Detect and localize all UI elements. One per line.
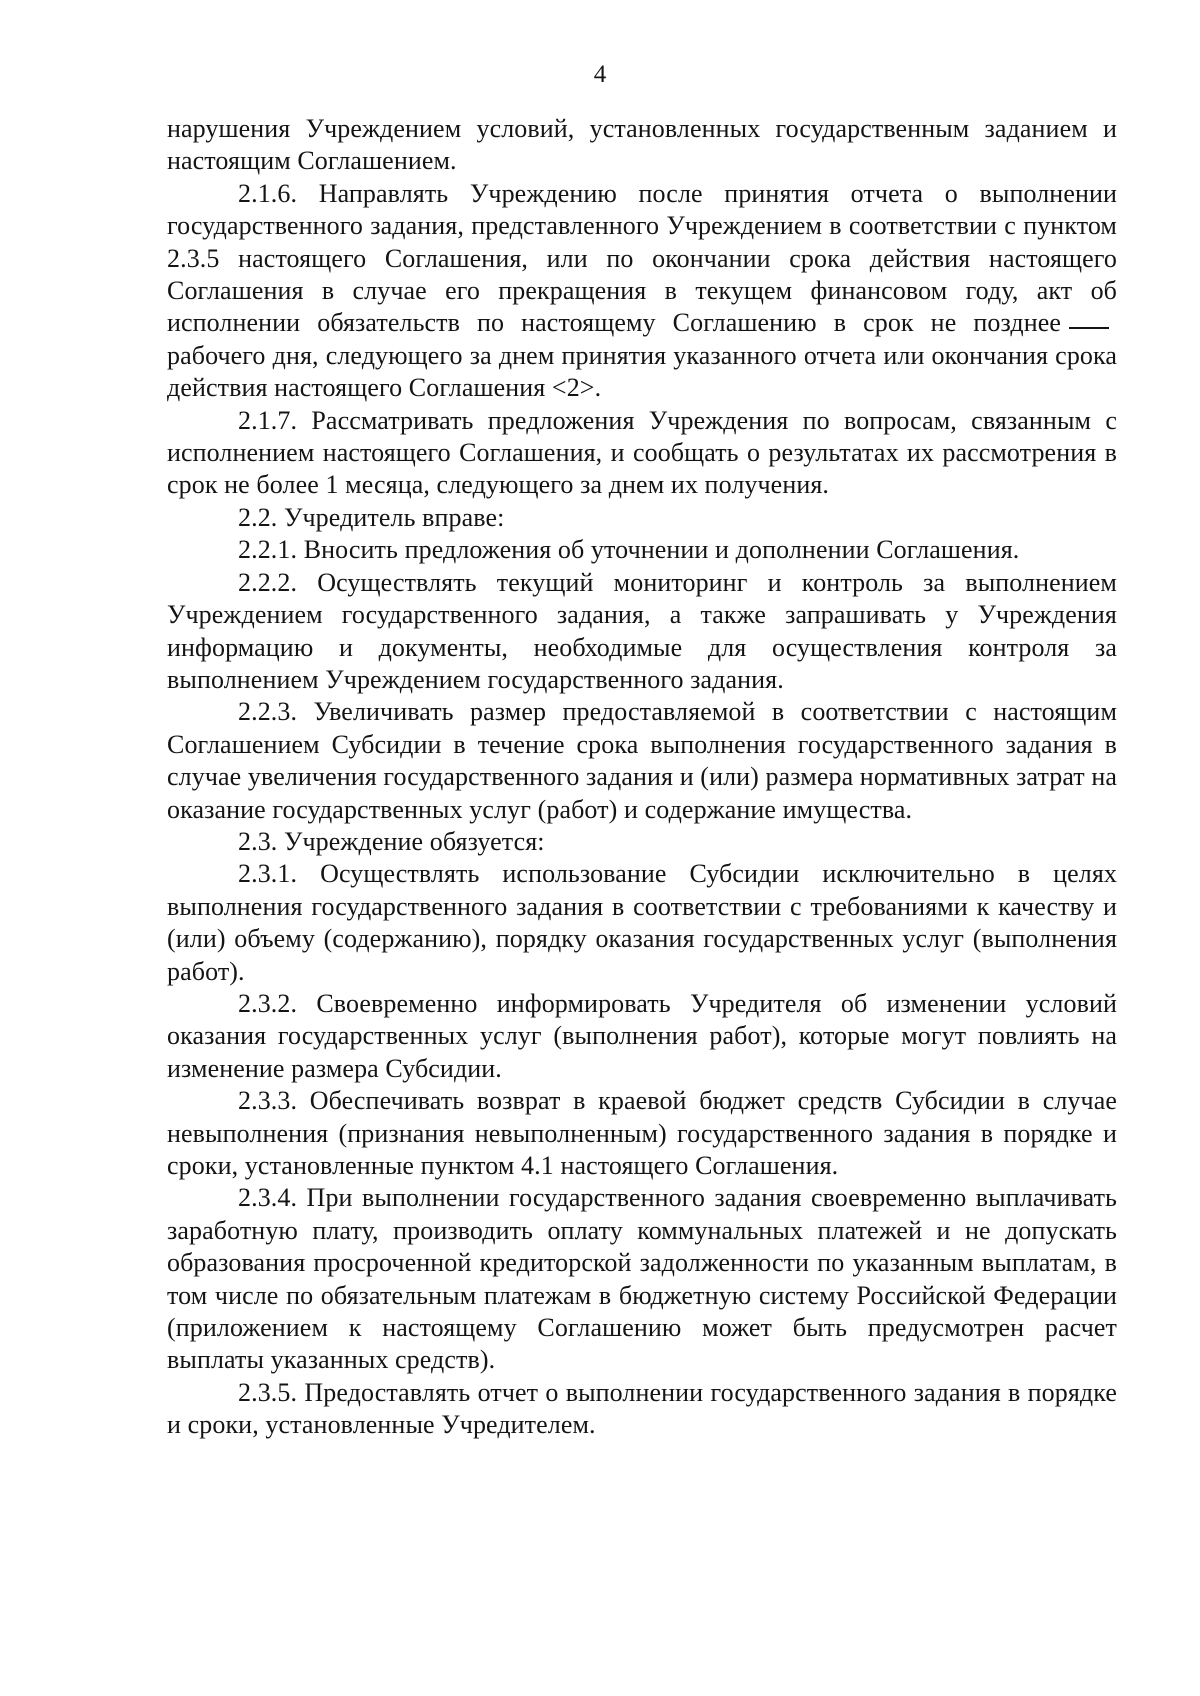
paragraph-2-3-5: 2.3.5. Предоставлять отчет о выполнении государственного задания в порядке и сроки, установленные Учредителем. — [167, 1377, 1117, 1440]
paragraph-2-3: 2.3. Учреждение обязуется: — [238, 826, 545, 856]
page-number: 4 — [593, 61, 607, 88]
paragraph-2-3-1: 2.3.1. Осуществлять использование Субсидии исключительно в целях выполнения государственного задания в соответствии с требованиями к качеству и (или) объему (содержанию), порядку оказания государственных услуг (выполнения работ). — [167, 859, 1117, 986]
paragraph-2-2: 2.2. Учредитель вправе: — [238, 502, 505, 532]
paragraph-2-1-6-text: 2.1.6. Направлять Учреждению после принятия отчета о выполнении государственного задания, представленного Учреждением в соответствии с пунктом 2.3.5 настоящего Соглашения, или по окончании срока действия настоящего Соглашения в случае его прекращения в текущем финансовом году, акт об исполнении обязательств по настоящему Соглашению в срок не позднее — [167, 178, 1117, 338]
paragraph-continuation: нарушения Учреждением условий, установленных государственным заданием и настоящим Соглашением. — [167, 114, 1117, 176]
paragraph-2-1-6 — [167, 178, 1117, 405]
paragraph-2-2-3: 2.2.3. Увеличивать размер предоставляемой в соответствии с настоящим Соглашением Субсидии в течение срока выполнения государственного задания в случае увеличения государственного задания и (или) размера нормативных затрат на оказание государственных услуг (работ) и содержание имущества. — [167, 697, 1118, 824]
paragraph-2-2-2: 2.2.2. Осуществлять текущий мониторинг и контроль за выполнением Учреждением государственного задания, а также запрашивать у Учреждения информацию и документы, необходимые для осуществления контроля за выполнением Учреждением государственного задания. — [167, 567, 1117, 694]
paragraph-2-3-4: 2.3.4. При выполнении государственного задания своевременно выплачивать заработную плату, производить оплату коммунальных платежей и не допускать образования просроченной кредиторской задолженности по указанным выплатам, в том числе по обязательным платежам в бюджетную систему Российской Федерации (приложением к настоящему Соглашению может быть предусмотрен расчет выплаты указанных средств). — [167, 1183, 1117, 1375]
document-body — [167, 113, 1117, 1442]
paragraph-2-2-1: 2.2.1. Вносить предложения об уточнении и дополнении Соглашения. — [238, 535, 1020, 565]
paragraph-2-3-2: 2.3.2. Своевременно информировать Учредителя об изменении условий оказания государственных услуг (выполнения работ), которые могут повлиять на изменение размера Субсидии. — [167, 988, 1117, 1083]
paragraph-2-3-3: 2.3.3. Обеспечивать возврат в краевой бюджет средств Субсидии в случае невыполнения (признания невыполненным) государственного задания в порядке и сроки, установленные пунктом 4.1 настоящего Соглашения. — [167, 1086, 1117, 1180]
blank-fill-line — [1069, 327, 1109, 329]
paragraph-2-1-7: 2.1.7. Рассматривать предложения Учреждения по вопросам, связанным с исполнением настоящего Соглашения, и сообщать о результатах их рассмотрения в срок не более 1 месяца, следующего за днем их получения. — [167, 405, 1117, 500]
paragraph-2-1-6-text-after: рабочего дня, следующего за днем принятия указанного отчета или окончания срока действия настоящего Соглашения <2>. — [167, 340, 1117, 403]
